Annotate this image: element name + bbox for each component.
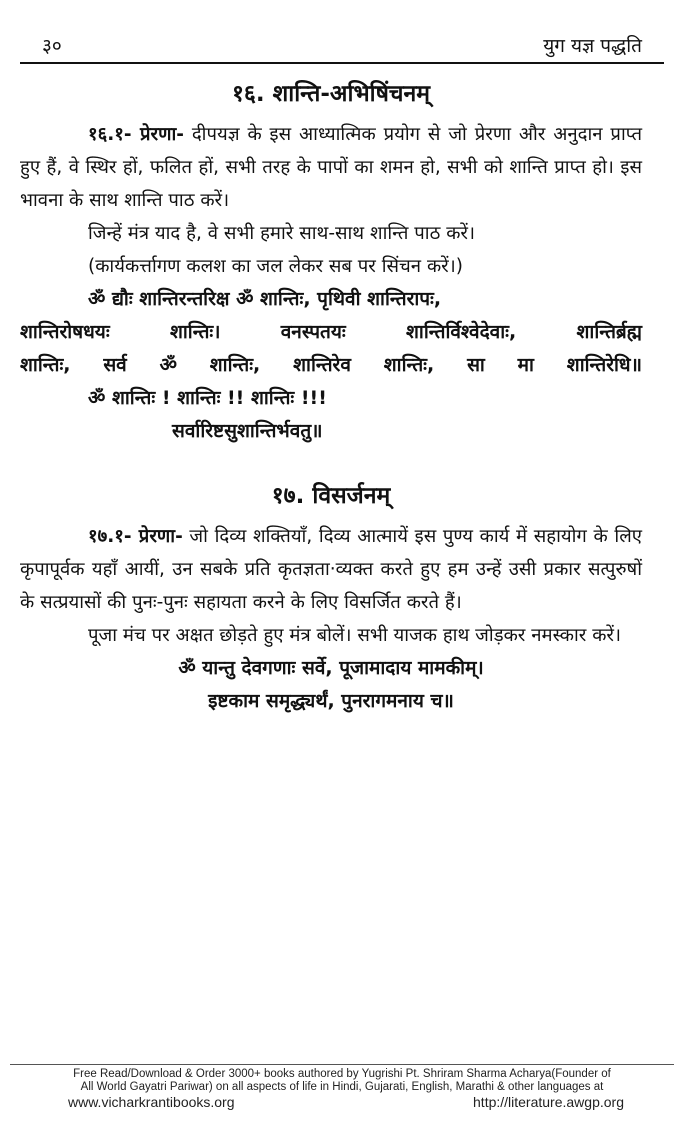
- footer-links: [60, 1094, 624, 1112]
- shanti-mantra-line-1: ॐ द्यौः शान्तिरन्तरिक्ष ॐ शान्तिः, पृथिवी शान्तिरापः,: [88, 288, 442, 310]
- section-16-instruction-2: (कार्यकर्त्तागण कलश का जल लेकर सब पर सिंचन करें।): [88, 256, 463, 277]
- footer-divider: [10, 1064, 674, 1065]
- footer-notice: [20, 1068, 664, 1094]
- shanti-mantra-line-3: शान्तिः, सर्व ॐ शान्तिः, शान्तिरेव शान्तिः, सा मा शान्तिरेधि॥: [20, 354, 642, 376]
- section-16-prerna-text: दीपयज्ञ के इस आध्यात्मिक प्रयोग से जो प्रेरणा और अनुदान प्राप्त हुए हैं, वे स्थिर हों, फलित हों, सभी तरह के पापों का शमन हो, सभी को शान्ति प्राप्त हो। इस भावना के साथ शान्ति पाठ करें।: [20, 124, 642, 211]
- section-17-instruction: पूजा मंच पर अक्षत छोड़ते हुए मंत्र बोलें। सभी याजक हाथ जोड़कर नमस्कार करें।: [88, 625, 622, 646]
- running-title: युग यज्ञ पद्धति: [543, 35, 642, 57]
- page-header: [20, 32, 664, 60]
- shanti-mantra-line-2: शान्तिरोषधयः शान्तिः। वनस्पतयः शान्तिर्विश्वेदेवाः, शान्तिर्ब्रह्म: [20, 321, 642, 343]
- page-number: ३०: [42, 35, 62, 57]
- vicharkranti-books-link[interactable]: www.vicharkrantibooks.org: [68, 1094, 235, 1110]
- footer-notice-line-2: All World Gayatri Pariwar) on all aspects of life in Hindi, Gujarati, English, Marathi & other languages at: [80, 1081, 604, 1093]
- section-17-prerna-text: जो दिव्य शक्तियाँ, दिव्य आत्मायें इस पुण्य कार्य में सहायोग के लिए कृपापूर्वक यहाँ आयीं, उन सबके प्रति कृतज्ञता·व्यक्त करते हुए हम उन्हें उसी प्रकार सत्पुरुषों के सत्प्रयासों की पुनः-पुनः सहायता करने के लिए विसर्जित करते हैं।: [20, 526, 642, 613]
- shanti-mantra-line-5: सर्वारिष्टसुशान्तिर्भवतु॥: [172, 420, 323, 442]
- section-16-instruction-1: जिन्हें मंत्र याद है, वे सभी हमारे साथ-साथ शान्ति पाठ करें।: [88, 223, 475, 244]
- visarjan-mantra-line-2: इष्टकाम समृद्ध्यर्थं, पुनरागमनाय च॥: [208, 690, 454, 712]
- header-divider: [20, 62, 664, 64]
- section-16-heading: १६. शान्ति-अभिषिंचनम्: [231, 81, 431, 107]
- section-17-heading: १७. विसर्जनम्: [271, 483, 391, 509]
- shanti-mantra-line-4: ॐ शान्तिः ! शान्तिः !! शान्तिः !!!: [88, 387, 327, 409]
- visarjan-mantra-line-1: ॐ यान्तु देवगणाः सर्वे, पूजामादाय मामकीम्।: [178, 657, 484, 679]
- page-content: [20, 72, 642, 718]
- section-17-prerna-label: १७.१- प्रेरणा-: [88, 526, 183, 547]
- footer-notice-line-1: Free Read/Download & Order 3000+ books authored by Yugrishi Pt. Shriram Sharma Acharya(Founder of: [73, 1068, 611, 1080]
- literature-awgp-link[interactable]: http://literature.awgp.org: [473, 1094, 624, 1110]
- section-16-prerna-paragraph: [20, 118, 642, 217]
- section-17-prerna-paragraph: [20, 520, 642, 619]
- section-16-prerna-label: १६.१- प्रेरणा-: [88, 124, 184, 145]
